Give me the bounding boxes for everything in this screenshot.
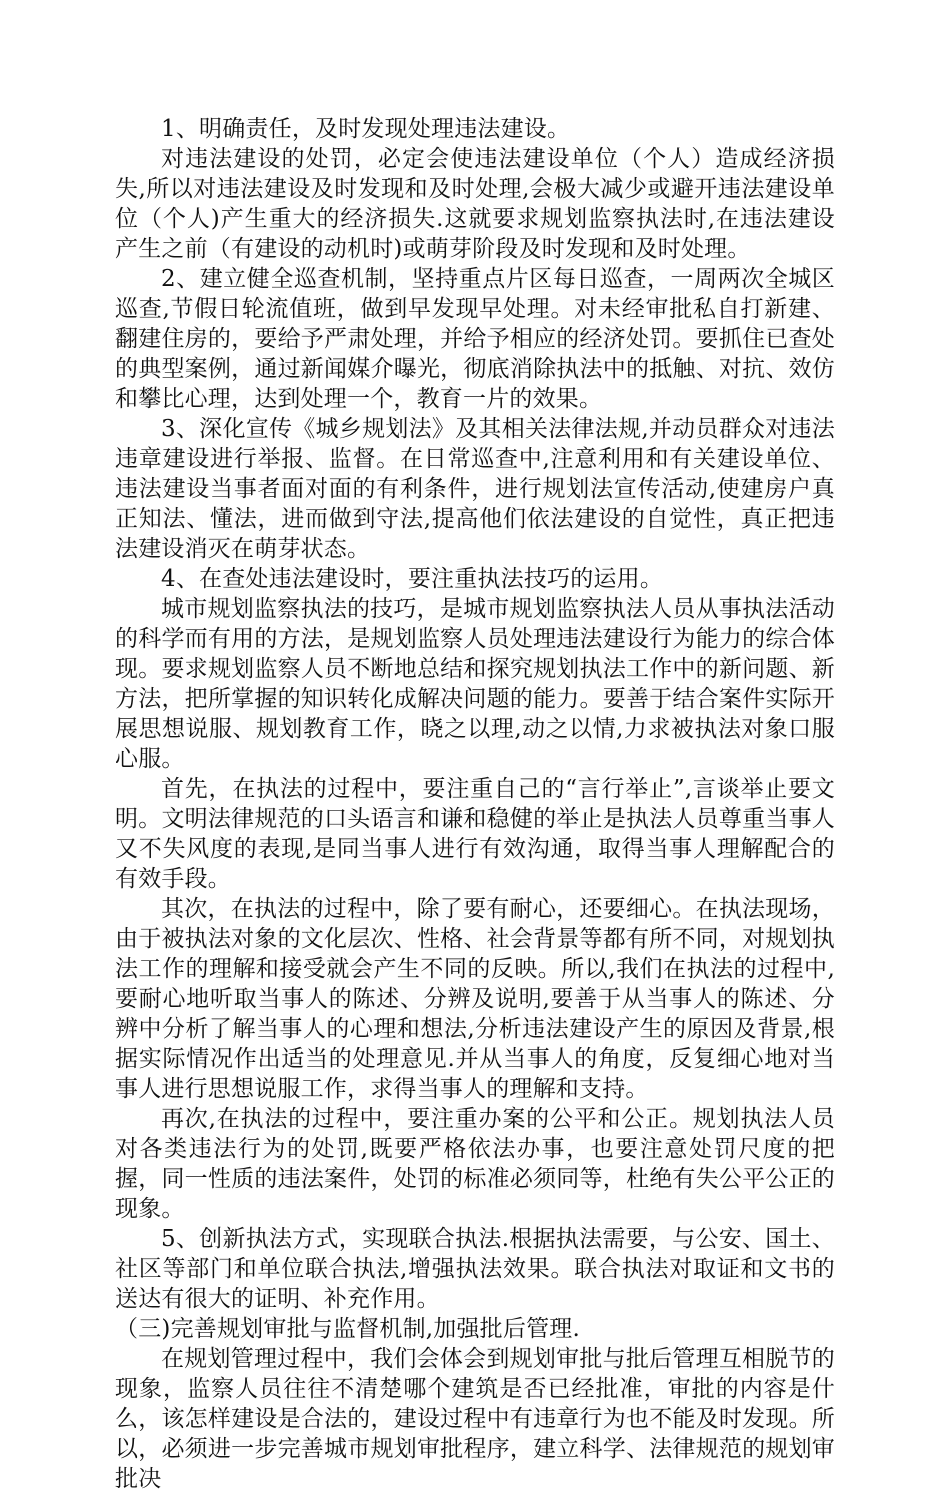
paragraph-item-3: 3、深化宣传《城乡规划法》及其相关法律法规,并动员群众对违法违章建设进行举报、监督。在日常巡查中,注意利用和有关建设单位、违法建设当事者面对面的有利条件，进行规划法宣传活动,使建房户真正知法、懂法，进而做到守法,提高他们依法建设的自觉性，真正把违法建设消灭在萌芽状态。 [115,416,835,562]
section-heading-three: （三)完善规划审批与监督机制,加强批后管理. [115,1316,580,1342]
paragraph-item-4: 4、在查处违法建设时，要注重执法技巧的运用。 [161,566,664,592]
paragraph-second: 其次，在执法的过程中，除了要有耐心，还要细心。在执法现场，由于被执法对象的文化层次、性格、社会背景等都有所不同，对规划执法工作的理解和接受就会产生不同的反映。所以,我们在执法的过程中,要耐心地听取当事人的陈述、分辨及说明,要善于从当事人的陈述、分辨中分析了解当事人的心理和想法,分析违法建设产生的原因及背景,根据实际情况作出适当的处理意见.并从当事人的角度，反复细心地对当事人进行思想说服工作，求得当事人的理解和支持。 [115,896,835,1102]
paragraph-third: 再次,在执法的过程中，要注重办案的公平和公正。规划执法人员对各类违法行为的处罚,既要严格依法办事，也要注意处罚尺度的把握，同一性质的违法案件，处罚的标准必须同等，杜绝有失公平公正的现象。 [115,1106,835,1222]
document-body [115,114,835,1494]
paragraph-item-5: 5、创新执法方式，实现联合执法.根据执法需要，与公安、国土、社区等部门和单位联合执法,增强执法效果。联合执法对取证和文书的送达有很大的证明、补充作用。 [115,1226,835,1312]
paragraph-item-1: 1、明确责任，及时发现处理违法建设。 [161,116,571,142]
paragraph-item-2: 2、建立健全巡查机制，坚持重点片区每日巡查，一周两次全城区巡查,节假日轮流值班，做到早发现早处理。对未经审批私自打新建、翻建住房的，要给予严肃处理，并给予相应的经济处罚。要抓住已查处的典型案例，通过新闻媒介曝光，彻底消除执法中的抵触、对抗、效仿和攀比心理，达到处理一个，教育一片的效果。 [115,266,835,412]
paragraph-economic-loss: 对违法建设的处罚，必定会使违法建设单位（个人）造成经济损失,所以对违法建设及时发现和及时处理,会极大减少或避开违法建设单位（个人)产生重大的经济损失.这就要求规划监察执法时,在违法建设产生之前（有建设的动机时)或萌芽阶段及时发现和及时处理。 [115,146,835,262]
paragraph-first: 首先，在执法的过程中，要注重自己的“言行举止”,言谈举止要文明。文明法律规范的口头语言和谦和稳健的举止是执法人员尊重当事人又不失风度的表现,是同当事人进行有效沟通，取得当事人理解配合的有效手段。 [115,776,835,892]
paragraph-approval-supervision: 在规划管理过程中，我们会体会到规划审批与批后管理互相脱节的现象，监察人员往往不清楚哪个建筑是否已经批准，审批的内容是什么，该怎样建设是合法的，建设过程中有违章行为也不能及时发现。所以，必须进一步完善城市规划审批程序，建立科学、法律规范的规划审批决 [115,1346,835,1492]
paragraph-enforcement-skills: 城市规划监察执法的技巧，是城市规划监察执法人员从事执法活动的科学而有用的方法，是规划监察人员处理违法建设行为能力的综合体现。要求规划监察人员不断地总结和探究规划执法工作中的新问题、新方法，把所掌握的知识转化成解决问题的能力。要善于结合案件实际开展思想说服、规划教育工作，晓之以理,动之以情,力求被执法对象口服心服。 [115,596,835,772]
